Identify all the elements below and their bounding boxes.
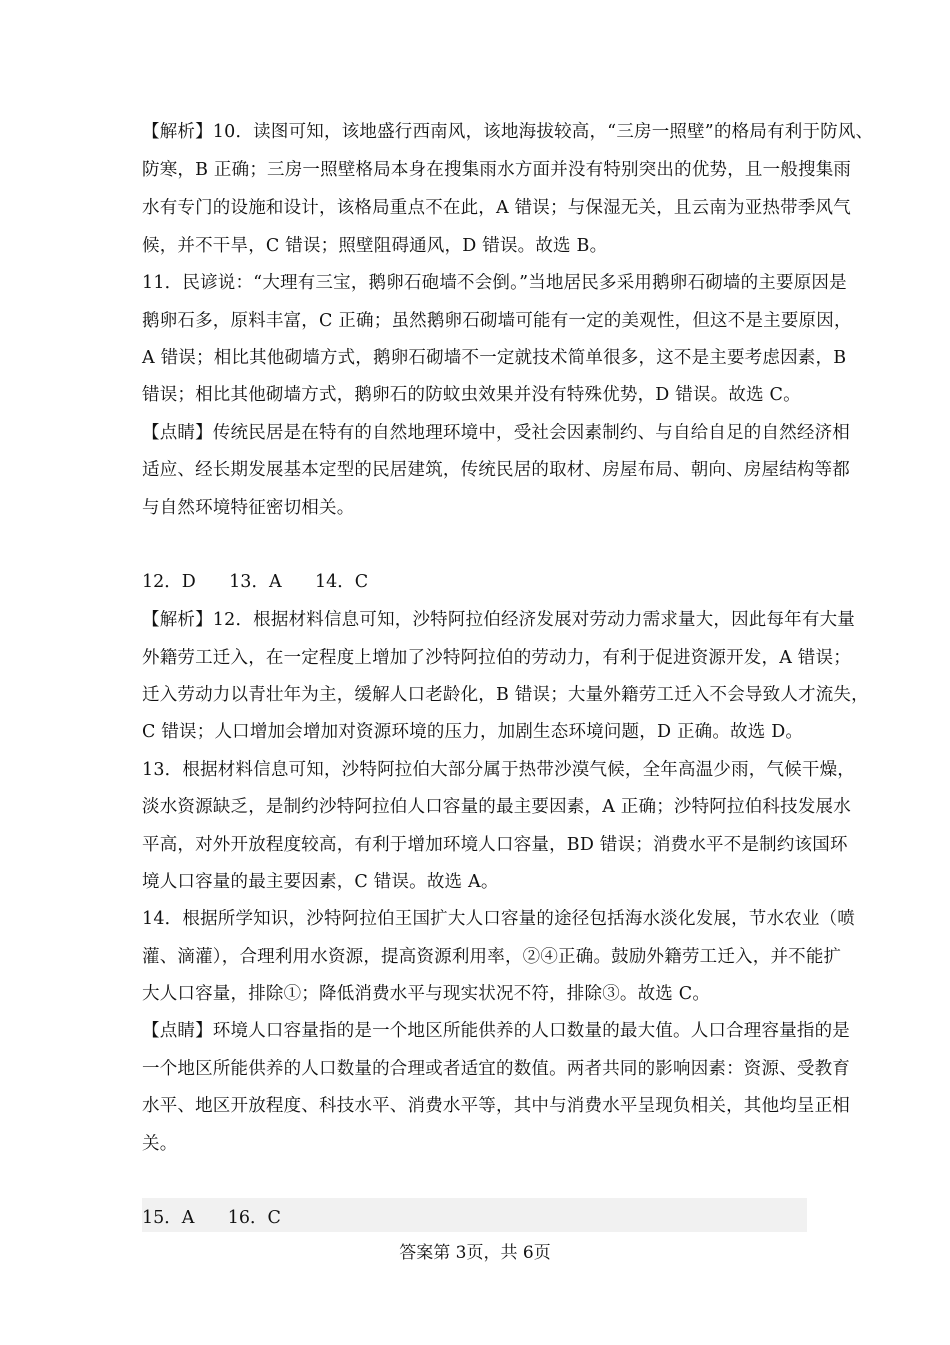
text-line: 11．民谚说：“大理有三宝，鹅卵石砲墙不会倒。”当地居民多采用鹅卵石砌墙的主要原因是 <box>142 273 847 293</box>
text-line: 关。 <box>142 1134 178 1154</box>
text-line: A 错误；相比其他砌墙方式，鹅卵石砌墙不一定就技术简单很多，这不是主要考虑因素，B <box>142 348 847 368</box>
text-line: 与自然环境特征密切相关。 <box>142 498 355 518</box>
text-line: 防寒，B 正确；三房一照壁格局本身在搜集雨水方面并没有特别突出的优势，且一般搜集雨 <box>142 160 852 180</box>
text-line: 适应、经长期发展基本定型的民居建筑，传统民居的取材、房屋布局、朝向、房屋结构等都 <box>142 460 850 480</box>
answer-summary: 12．D 13．A 14．C <box>142 572 369 592</box>
text-line: 大人口容量，排除①；降低消费水平与现实状况不符，排除③。故选 C。 <box>142 984 711 1004</box>
text-line: 境人口容量的最主要因素，C 错误。故选 A。 <box>142 872 499 892</box>
text-line: 13．根据材料信息可知，沙特阿拉伯大部分属于热带沙漠气候，全年高温少雨，气候干燥， <box>142 760 855 780</box>
text-line: 【解析】10．读图可知，该地盛行西南风，该地海拔较高，“三房一照壁”的格局有利于防风、 <box>142 122 874 142</box>
text-line: 平高，对外开放程度较高，有利于增加环境人口容量，BD 错误；消费水平不是制约该国环 <box>142 835 848 855</box>
text-line: 外籍劳工迁入，在一定程度上增加了沙特阿拉伯的劳动力，有利于促进资源开发，A 错误； <box>142 648 851 668</box>
text-line: 水有专门的设施和设计，该格局重点不在此，A 错误；与保湿无关，且云南为亚热带季风气 <box>142 198 851 218</box>
text-line: 迁入劳动力以青壮年为主，缓解人口老龄化，B 错误；大量外籍劳工迁入不会导致人才流失， <box>142 685 869 705</box>
text-line: 错误；相比其他砌墙方式，鹅卵石的防蚊虫效果并没有特殊优势，D 错误。故选 C。 <box>142 385 801 405</box>
text-line: 一个地区所能供养的人口数量的合理或者适宜的数值。两者共同的影响因素：资源、受教育 <box>142 1059 850 1079</box>
text-line: 水平、地区开放程度、科技水平、消费水平等，其中与消费水平呈现负相关，其他均呈正相 <box>142 1096 850 1116</box>
answer-summary: 15．A 16．C <box>142 1208 281 1228</box>
text-line: C 错误；人口增加会增加对资源环境的压力，加剧生态环境问题，D 正确。故选 D。 <box>142 722 804 742</box>
text-line: 淡水资源缺乏，是制约沙特阿拉伯人口容量的最主要因素，A 正确；沙特阿拉伯科技发展水 <box>142 797 851 817</box>
text-line: 鹅卵石多，原料丰富，C 正确；虽然鹅卵石砌墙可能有一定的美观性，但这不是主要原因， <box>142 311 852 331</box>
text-line: 灌、滴灌），合理利用水资源，提高资源利用率，②④正确。鼓励外籍劳工迁入，并不能扩 <box>142 947 842 967</box>
text-line: 【点睛】传统民居是在特有的自然地理环境中，受社会因素制约、与自给自足的自然经济相 <box>142 423 850 443</box>
text-line: 候，并不干旱，C 错误；照壁阻碍通风，D 错误。故选 B。 <box>142 236 608 256</box>
text-line: 【点睛】环境人口容量指的是一个地区所能供养的人口数量的最大值。人口合理容量指的是 <box>142 1021 850 1041</box>
text-line: 14．根据所学知识，沙特阿拉伯王国扩大人口容量的途径包括海水淡化发展，节水农业（喷 <box>142 909 855 929</box>
text-line: 【解析】12．根据材料信息可知，沙特阿拉伯经济发展对劳动力需求量大，因此每年有大量 <box>142 610 855 630</box>
page-footer: 答案第 3页，共 6页 <box>399 1243 551 1263</box>
